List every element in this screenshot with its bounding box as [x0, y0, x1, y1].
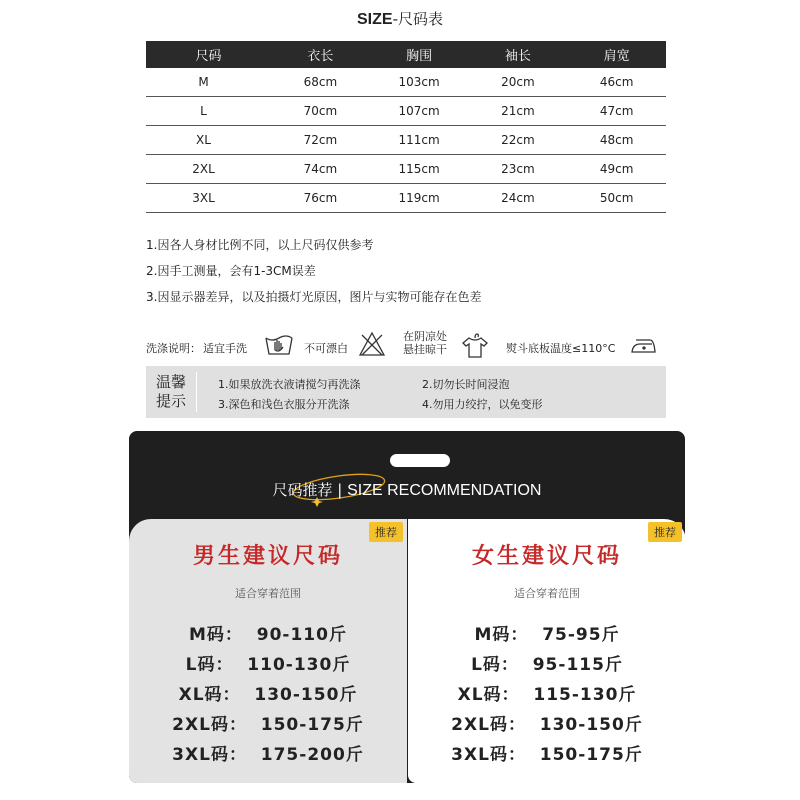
- tips-label-line: 提示: [155, 392, 186, 410]
- tip: 4.勿用力绞拧，以免变形: [422, 398, 543, 411]
- recommendation-heading: [129, 479, 685, 500]
- table-cell: 72cm: [271, 126, 370, 155]
- men-size-row: L码： 110-130斤: [185, 655, 351, 675]
- women-size-row: 3XL码： 150-175斤: [451, 745, 643, 765]
- table-cell: 20cm: [469, 68, 568, 97]
- table-cell: 115cm: [370, 155, 469, 184]
- col-header: 袖长: [469, 41, 568, 68]
- size-table: [146, 41, 666, 213]
- tip: 3.深色和浅色衣服分开洗涤: [218, 398, 350, 411]
- women-card-title: 女生建议尺码: [471, 544, 622, 569]
- table-row: [146, 184, 666, 213]
- recommendation-cn: 尺码推荐: [272, 481, 333, 499]
- table-row: [146, 126, 666, 155]
- table-cell: 3XL: [146, 184, 271, 213]
- col-header: 肩宽: [567, 41, 666, 68]
- hang-dry-icon: [461, 331, 489, 359]
- table-cell: 48cm: [567, 126, 666, 155]
- wash-label: 洗涤说明：: [146, 342, 201, 355]
- table-row: [146, 97, 666, 126]
- notes: [146, 232, 481, 310]
- women-card-subtitle: 适合穿着范围: [514, 587, 580, 600]
- title-bold: SIZE: [357, 11, 393, 28]
- tips-label-line: 温馨: [155, 373, 186, 391]
- hand-wash-icon: [264, 330, 294, 358]
- table-row: [146, 155, 666, 184]
- table-cell: M: [146, 68, 271, 97]
- women-size-row: M码： 75-95斤: [474, 625, 620, 645]
- shade-dry-text-2: 悬挂晾干: [403, 343, 447, 356]
- hand-wash-text: 适宜手洗: [203, 342, 247, 355]
- men-card-title: 男生建议尺码: [192, 544, 343, 569]
- table-cell: 21cm: [469, 97, 568, 126]
- hang-slot: [390, 454, 450, 467]
- recommendation-en: SIZE RECOMMENDATION: [347, 482, 542, 499]
- recommendation-divider: |: [332, 481, 348, 499]
- table-cell: 74cm: [271, 155, 370, 184]
- shade-dry-text-1: 在阴凉处: [403, 330, 447, 343]
- table-cell: 107cm: [370, 97, 469, 126]
- table-cell: 68cm: [271, 68, 370, 97]
- note: 3.因显示器差异，以及拍摄灯光原因，图片与实物可能存在色差: [146, 290, 482, 304]
- table-cell: XL: [146, 126, 271, 155]
- page-title: [0, 8, 800, 29]
- col-header: 衣长: [271, 41, 370, 68]
- recommend-badge: 推荐: [369, 522, 403, 542]
- table-cell: 50cm: [567, 184, 666, 213]
- table-cell: 23cm: [469, 155, 568, 184]
- table-cell: 103cm: [370, 68, 469, 97]
- table-row: [146, 68, 666, 97]
- men-size-row: 2XL码： 150-175斤: [172, 715, 364, 735]
- size-recommendation-panel: [129, 431, 685, 783]
- note: 2.因手工测量，会有1-3CM误差: [146, 264, 316, 278]
- table-cell: 47cm: [567, 97, 666, 126]
- women-size-row: L码： 95-115斤: [471, 655, 623, 675]
- table-cell: 119cm: [370, 184, 469, 213]
- no-bleach-text: 不可漂白: [304, 342, 348, 355]
- table-cell: 24cm: [469, 184, 568, 213]
- wash-instructions: [146, 328, 666, 364]
- tips-label: [146, 366, 196, 418]
- tips-box: [146, 366, 666, 418]
- col-header: 胸围: [370, 41, 469, 68]
- table-header-row: [146, 41, 666, 68]
- table-cell: 111cm: [370, 126, 469, 155]
- table-cell: 70cm: [271, 97, 370, 126]
- table-cell: 49cm: [567, 155, 666, 184]
- no-bleach-icon: [358, 331, 386, 357]
- col-header: 尺码: [146, 41, 271, 68]
- note: 1.因各人身材比例不同，以上尺码仅供参考: [146, 238, 374, 252]
- recommend-badge: 推荐: [648, 522, 682, 542]
- men-size-row: XL码： 130-150斤: [178, 685, 358, 705]
- table-cell: 46cm: [567, 68, 666, 97]
- men-size-card: [129, 519, 407, 783]
- table-cell: 2XL: [146, 155, 271, 184]
- title-rest: -尺码表: [392, 10, 443, 28]
- men-size-row: 3XL码： 175-200斤: [172, 745, 364, 765]
- table-cell: 22cm: [469, 126, 568, 155]
- iron-text: 熨斗底板温度≤110°C: [506, 342, 616, 355]
- men-size-row: M码： 90-110斤: [189, 625, 347, 645]
- tip: 1.如果放洗衣液请搅匀再洗涤: [218, 378, 361, 391]
- table-cell: L: [146, 97, 271, 126]
- iron-icon: [630, 336, 658, 356]
- tip: 2.切勿长时间浸泡: [422, 378, 510, 391]
- tips-divider: [196, 372, 197, 412]
- men-card-subtitle: 适合穿着范围: [235, 587, 301, 600]
- women-size-row: 2XL码： 130-150斤: [451, 715, 643, 735]
- women-size-card: [408, 519, 686, 783]
- table-cell: 76cm: [271, 184, 370, 213]
- women-size-row: XL码： 115-130斤: [457, 685, 637, 705]
